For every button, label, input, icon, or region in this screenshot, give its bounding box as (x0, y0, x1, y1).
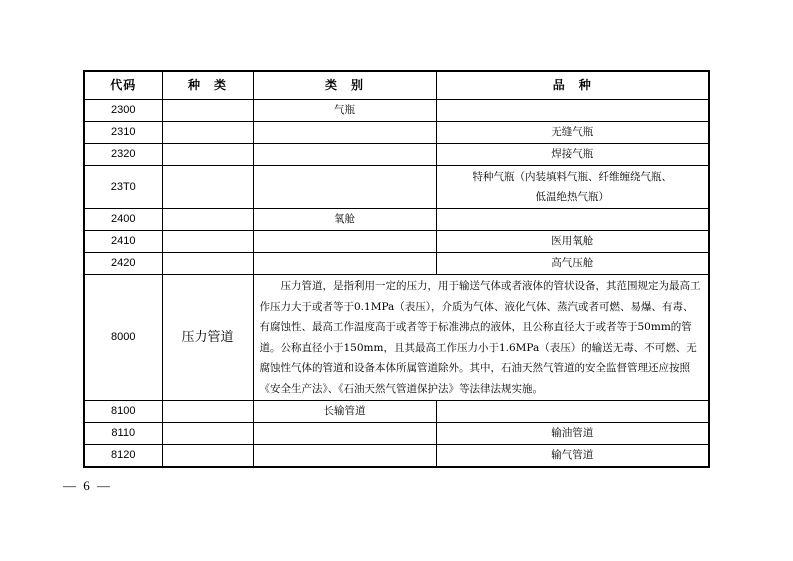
row-category (253, 231, 436, 253)
row-code: 8100 (84, 401, 162, 423)
row-kind: 压力管道 (162, 275, 253, 401)
row-code: 2300 (84, 100, 162, 122)
header-category: 类 别 (253, 71, 436, 100)
row-variety: 输油管道 (436, 423, 709, 445)
row-category (253, 144, 436, 166)
row-kind (162, 401, 253, 423)
row-code: 23T0 (84, 166, 162, 209)
table-row (84, 275, 709, 401)
row-variety: 输气管道 (436, 445, 709, 468)
row-code: 8120 (84, 445, 162, 468)
row-kind (162, 100, 253, 122)
table-row (84, 423, 709, 445)
row-variety-line1: 特种气瓶（内装填料气瓶、纤维缠绕气瓶、 (472, 171, 672, 183)
row-code: 2420 (84, 253, 162, 275)
header-code: 代码 (84, 71, 162, 100)
row-category: 气瓶 (253, 100, 436, 122)
row-category: 氧舱 (253, 209, 436, 231)
table-row (84, 144, 709, 166)
row-code: 2400 (84, 209, 162, 231)
row-variety-line2: 低温绝热气瓶） (535, 191, 609, 203)
table-row (84, 253, 709, 275)
row-code: 2410 (84, 231, 162, 253)
header-variety: 品 种 (436, 71, 709, 100)
row-category (253, 445, 436, 468)
row-category (253, 122, 436, 144)
row-variety (436, 209, 709, 231)
table-row (84, 445, 709, 468)
table-row (84, 100, 709, 122)
table-row (84, 401, 709, 423)
row-kind (162, 231, 253, 253)
row-code: 2310 (84, 122, 162, 144)
row-kind (162, 209, 253, 231)
table-row (84, 166, 709, 209)
row-kind (162, 122, 253, 144)
row-variety: 高气压舱 (436, 253, 709, 275)
row-variety: 无缝气瓶 (436, 122, 709, 144)
row-variety (436, 100, 709, 122)
table-row (84, 231, 709, 253)
row-kind (162, 166, 253, 209)
row-code: 2320 (84, 144, 162, 166)
row-kind (162, 144, 253, 166)
header-kind: 种 类 (162, 71, 253, 100)
row-variety (436, 166, 709, 209)
row-kind (162, 445, 253, 468)
row-variety: 医用氧舱 (436, 231, 709, 253)
header-row (84, 71, 709, 100)
page-number: — 6 — (63, 478, 112, 493)
row-category (253, 423, 436, 445)
row-description: 压力管道，是指利用一定的压力，用于输送气体或者液体的管状设备，其范围规定为最高工作压力大于或者等于0.1MPa（表压），介质为气体、液化气体、蒸汽或者可燃、易爆、有毒、有腐蚀性、最高工作温度高于或者等于标准沸点的液体，且公称直径大于或者等于50mm的管道。公称直径小于150mm，且其最高工作压力小于1.6MPa（表压）的输送无毒、不可燃、无腐蚀性气体的管道和设备本体所属管道除外。其中，石油天然气管道的安全监督管理还应按照《安全生产法》、《石油天然气管道保护法》等法律法规实施。 (253, 275, 709, 401)
equipment-catalog-table (83, 70, 710, 468)
table-row (84, 122, 709, 144)
table-row (84, 209, 709, 231)
row-code: 8110 (84, 423, 162, 445)
row-category (253, 253, 436, 275)
row-variety (436, 401, 709, 423)
row-category (253, 166, 436, 209)
row-code: 8000 (84, 275, 162, 401)
row-variety: 焊接气瓶 (436, 144, 709, 166)
row-kind (162, 423, 253, 445)
row-category: 长输管道 (253, 401, 436, 423)
row-kind (162, 253, 253, 275)
